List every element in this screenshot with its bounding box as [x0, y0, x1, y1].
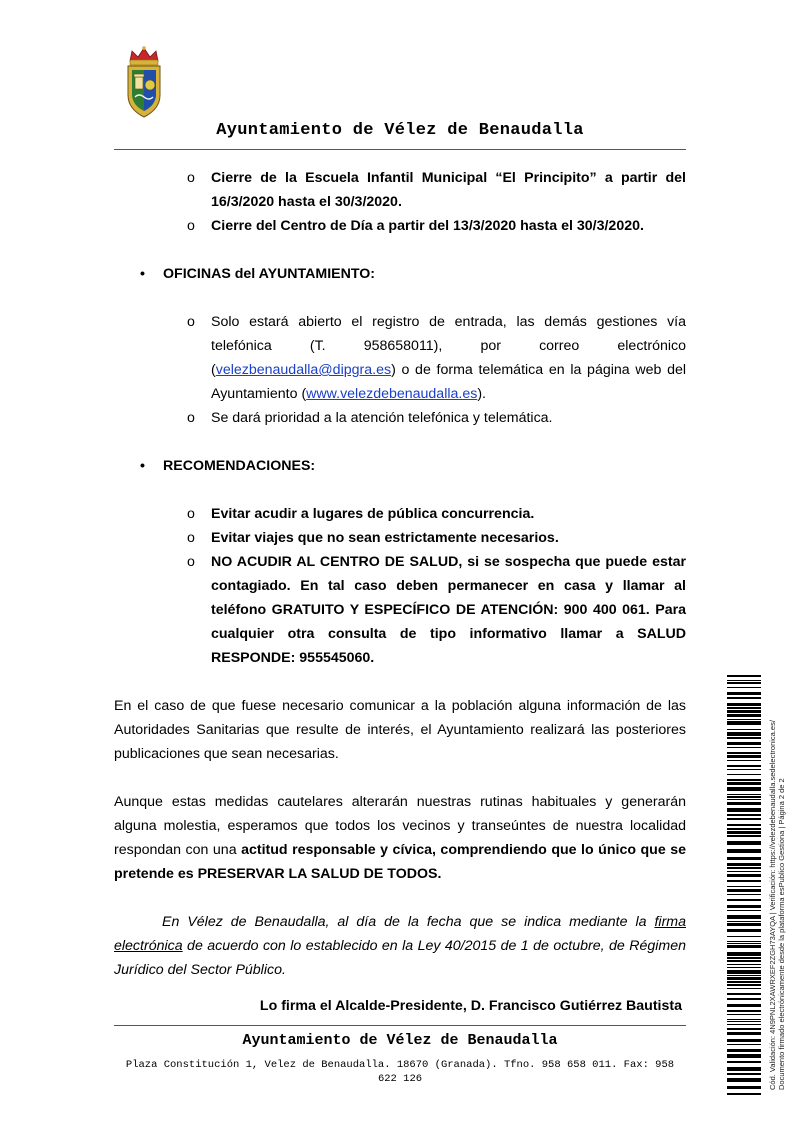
verification-code-line: Cód. Validación: 4N9PNL2XAWRXEF2ZGH73AYQA | Verificación: https://velezdebenaudalla.sedelectronica.es/: [768, 720, 777, 1090]
list-item: o Cierre del Centro de Día a partir del 13/3/2020 hasta el 30/3/2020.: [114, 214, 686, 238]
paragraph-information: En el caso de que fuese necesario comunicar a la población alguna información de las Autoridades Sanitarias que resulte de interés, el Ayuntamiento realizará las posteriores publicaciones que sean necesarias.: [114, 698, 686, 762]
section-heading-recommendations: • RECOMENDACIONES:: [114, 454, 686, 478]
closing-text-part: En Vélez de Benaudalla, al día de la fecha que se indica mediante la: [162, 914, 655, 930]
list-item: o Evitar acudir a lugares de pública concurrencia.: [114, 502, 686, 526]
section-heading-offices: • OFICINAS del AYUNTAMIENTO:: [114, 262, 686, 286]
closing-paragraph: [114, 910, 686, 982]
verification-text: [768, 670, 786, 1090]
verification-platform-line: Documento firmado electrónicamente desde la plataforma esPublico Gestiona | Página 2 de 2: [777, 778, 786, 1090]
paragraph-measures-emphasis: actitud responsable y cívica, comprendiendo que lo único que se pretende es PRESERVAR LA SALUD DE TODOS.: [114, 842, 686, 882]
offices-text-part: ) o de forma telemática en la página web del Ayuntamiento (: [211, 362, 686, 402]
website-link[interactable]: www.velezdebenaudalla.es: [306, 386, 478, 402]
document-body: [114, 166, 686, 1018]
email-link[interactable]: velezbenaudalla@dipgra.es: [215, 362, 392, 378]
footer-divider: [114, 1025, 686, 1026]
list-item: o NO ACUDIR AL CENTRO DE SALUD, si se sospecha que puede estar contagiado. En tal caso deben permanecer en casa y llamar al teléfono GRATUITO Y ESPECÍFICO DE ATENCIÓN: 900 400 061. Para cualquier otra consulta de tipo informativo llamar a SALUD RESPONDE: 955545060.: [114, 550, 686, 670]
footer-address: Plaza Constitución 1, Velez de Benaudalla. 18670 (Granada). Tfno. 958 658 011. Fax: 958 622 126: [125, 1059, 675, 1085]
list-item: o Evitar viajes que no sean estrictamente necesarios.: [114, 526, 686, 550]
list-item: o Cierre de la Escuela Infantil Municipal “El Principito” a partir del 16/3/2020 hasta el 30/3/2020.: [114, 166, 686, 214]
paragraph-measures: [114, 790, 686, 886]
signature-line: Lo firma el Alcalde-Presidente, D. Francisco Gutiérrez Bautista: [259, 998, 682, 1014]
offices-text-part: Solo estará abierto el registro de entrada, las demás gestiones vía telefónica (T. 958658011), por correo electrónico (: [211, 314, 686, 378]
list-item: o Se dará prioridad a la atención telefónica y telemática.: [114, 406, 686, 430]
closing-text-part: de acuerdo con lo establecido en la Ley 40/2015 de 1 de octubre, de Régimen Jurídico del Sector Público.: [114, 938, 686, 978]
list-item: [114, 310, 686, 406]
electronic-signature-link[interactable]: firma electrónica: [114, 914, 686, 954]
header-divider: [114, 149, 686, 150]
footer-title: Ayuntamiento de Vélez de Benaudalla: [242, 1032, 558, 1049]
paragraph-measures-text: Aunque estas medidas cautelares alterarán nuestras rutinas habituales y generarán alguna molestia, esperamos que todos los vecinos y transeúntes de nuestra localidad respondan con una: [114, 794, 686, 858]
offices-text-part: ).: [477, 386, 486, 402]
validation-barcode: [727, 675, 761, 1095]
page-header-title: Ayuntamiento de Vélez de Benaudalla: [216, 121, 584, 140]
municipal-crest-logo: [122, 45, 166, 121]
